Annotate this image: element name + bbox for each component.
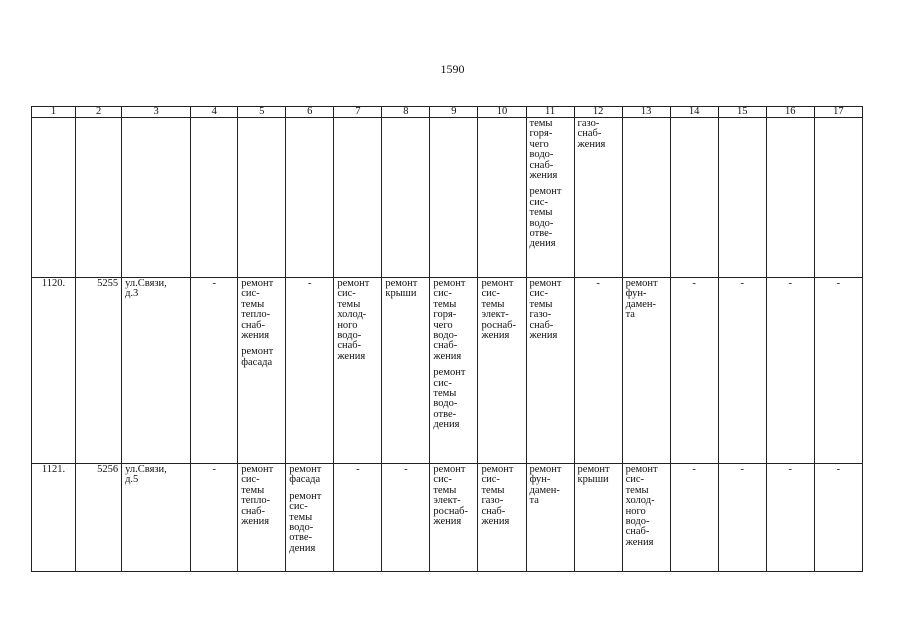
work-item-line: ул.Связи, (125, 464, 167, 475)
col-header: 14 (670, 107, 718, 118)
work-item (530, 187, 571, 249)
work-item-line: жения (529, 330, 558, 342)
col-header: 1 (32, 107, 76, 118)
work-item-line: снаб- (241, 505, 265, 517)
work-item (578, 465, 619, 486)
work-item-line: водо- (289, 522, 314, 534)
cell-dash: - (574, 278, 622, 464)
work-item-line: роснаб- (433, 505, 468, 517)
cell-work-list (574, 118, 622, 278)
work-item-line: та (625, 309, 635, 321)
table-row (32, 278, 863, 464)
work-item-line: сис- (433, 377, 452, 389)
work-item-line: водо- (529, 149, 554, 161)
col-header: 12 (574, 107, 622, 118)
col-header: 16 (766, 107, 814, 118)
work-item-line: жения (241, 516, 270, 528)
work-item (289, 465, 330, 486)
continuation-row (32, 118, 863, 278)
work-item-line: темы (529, 118, 553, 129)
work-item-line: ремонт (481, 278, 514, 289)
work-item-line: ремонт (625, 278, 658, 289)
work-item-line: темы (241, 298, 265, 310)
work-item-line: дамен- (625, 298, 657, 310)
work-item-line: снаб- (241, 319, 265, 331)
cell-work-list (622, 464, 670, 572)
cell-dash: - (334, 464, 382, 572)
work-item-line: жения (529, 170, 558, 182)
work-item-line: сис- (625, 474, 645, 486)
work-item (385, 279, 426, 300)
work-item-line: жения (625, 536, 654, 548)
work-item (289, 492, 330, 554)
work-item-line: ремонт (529, 186, 562, 198)
cell-dash: - (191, 464, 238, 572)
cell (430, 118, 478, 278)
work-item-line: ремонт (241, 278, 274, 289)
work-item-line: снаб- (529, 319, 554, 331)
cell-work-list (574, 464, 622, 572)
work-item-line: горя- (433, 309, 457, 321)
work-item-line: ул.Связи, (125, 278, 167, 289)
works-table (31, 106, 863, 572)
work-item-line: темы (481, 484, 505, 496)
work-item-line: сис- (481, 288, 500, 300)
col-header: 13 (622, 107, 670, 118)
work-item-line: жения (481, 516, 510, 528)
work-item (530, 279, 571, 341)
work-item-line: дения (433, 419, 460, 431)
row-number: 1121. (32, 464, 76, 572)
cell (191, 118, 238, 278)
work-item-line: водо- (625, 516, 650, 528)
work-item-line: ремонт (289, 490, 322, 502)
cell-work-list (286, 464, 334, 572)
cell (766, 118, 814, 278)
work-item (337, 279, 378, 362)
cell-work-list (238, 278, 286, 464)
work-item (530, 119, 571, 181)
work-item-line: элект- (481, 309, 509, 321)
cell-dash: - (814, 464, 862, 572)
work-item-line: сис- (529, 196, 548, 208)
cell-work-list (478, 278, 526, 464)
work-item-line: темы (337, 298, 361, 310)
cell-work-list (238, 464, 286, 572)
col-header: 6 (286, 107, 334, 118)
cell-work-list (382, 278, 430, 464)
work-item-line: темы (433, 484, 457, 496)
row-address (122, 464, 191, 572)
work-item-line: водо- (337, 330, 362, 342)
work-item (530, 465, 571, 507)
work-item-line: ремонт (433, 367, 466, 379)
work-item-line: жения (481, 330, 510, 342)
work-item (626, 465, 667, 548)
work-item-line: темы (529, 298, 553, 310)
work-item-line: ремонт (529, 278, 562, 289)
cell-work-list (622, 278, 670, 464)
work-item-line: водо- (433, 398, 458, 410)
cell-work-list (430, 278, 478, 464)
work-item-line: ремонт (433, 464, 466, 475)
work-item-line: снаб- (529, 159, 554, 171)
cell (286, 118, 334, 278)
cell (670, 118, 718, 278)
col-header: 10 (478, 107, 526, 118)
work-item-line: ремонт (433, 278, 466, 289)
work-item-line: ремонт (529, 464, 562, 475)
page-number: 1590 (440, 62, 465, 76)
work-item-line: ремонт (289, 464, 322, 475)
cell (238, 118, 286, 278)
work-item-line: ного (625, 505, 646, 517)
cell-dash: - (670, 464, 718, 572)
work-item (125, 465, 187, 486)
work-item-line: сис- (529, 288, 548, 300)
work-item-line: тепло- (241, 495, 271, 507)
work-item-line: жения (433, 516, 462, 528)
row-code: 5255 (76, 278, 122, 464)
col-header: 11 (526, 107, 574, 118)
col-header: 17 (814, 107, 862, 118)
work-item-line: сис- (433, 474, 452, 486)
work-item-line: сис- (481, 474, 500, 486)
work-item-line: та (529, 495, 539, 507)
cell-dash: - (382, 464, 430, 572)
work-item-line: снаб- (577, 128, 602, 140)
work-item-line: сис- (241, 474, 260, 486)
cell (622, 118, 670, 278)
work-item-line: темы (433, 388, 457, 400)
work-item-line: д.3 (125, 288, 139, 300)
cell-dash: - (814, 278, 862, 464)
table-row (32, 464, 863, 572)
cell-work-list (526, 464, 574, 572)
work-item-line: горя- (529, 128, 553, 140)
col-header: 8 (382, 107, 430, 118)
work-item-line: темы (529, 207, 553, 219)
work-item (578, 119, 619, 150)
work-item-line: темы (433, 298, 457, 310)
work-item (241, 279, 282, 341)
work-item-line: ремонт (241, 346, 274, 358)
cell (76, 118, 122, 278)
work-item-line: холод- (625, 495, 655, 507)
work-item-line: фасада (289, 474, 321, 486)
col-header: 2 (76, 107, 122, 118)
work-item-line: темы (289, 511, 313, 523)
work-item-line: отве- (289, 532, 313, 544)
col-header: 3 (122, 107, 191, 118)
cell-dash: - (718, 278, 766, 464)
work-item-line: снаб- (625, 526, 650, 538)
work-item-line: роснаб- (481, 319, 516, 331)
cell (122, 118, 191, 278)
work-item (481, 465, 522, 527)
work-item-line: сис- (289, 501, 308, 513)
work-item-line: ремонт (625, 464, 658, 475)
work-item-line: газо- (577, 118, 600, 129)
work-item-line: сис- (337, 288, 356, 300)
work-item-line: водо- (529, 217, 554, 229)
work-item-line: крыши (577, 474, 609, 486)
work-item (433, 465, 474, 527)
cell (718, 118, 766, 278)
work-item-line: фун- (529, 474, 551, 486)
cell-work-list (478, 464, 526, 572)
work-item-line: газо- (481, 495, 504, 507)
row-code: 5256 (76, 464, 122, 572)
work-item-line: дения (529, 238, 556, 250)
header-row (32, 107, 863, 118)
work-item (241, 347, 282, 368)
cell-dash: - (766, 278, 814, 464)
work-item-line: чего (433, 319, 453, 331)
work-item-line: ремонт (577, 464, 610, 475)
work-item-line: водо- (433, 330, 458, 342)
cell (478, 118, 526, 278)
work-item-line: фасада (241, 356, 273, 368)
work-item-line: сис- (241, 288, 260, 300)
cell (32, 118, 76, 278)
cell-dash: - (766, 464, 814, 572)
work-item-line: крыши (385, 288, 417, 300)
cell-work-list (526, 278, 574, 464)
work-item-line: темы (481, 298, 505, 310)
cell (382, 118, 430, 278)
work-item-line: тепло- (241, 309, 271, 321)
work-item-line: дения (289, 542, 316, 554)
work-item-line: жения (577, 138, 606, 150)
work-item-line: д.5 (125, 474, 139, 486)
work-item-line: жения (433, 350, 462, 362)
col-header: 9 (430, 107, 478, 118)
work-item-line: газо- (529, 309, 552, 321)
work-item-line: темы (625, 484, 649, 496)
col-header: 7 (334, 107, 382, 118)
work-item-line: темы (241, 484, 265, 496)
cell-dash: - (191, 278, 238, 464)
cell-dash: - (670, 278, 718, 464)
work-item (433, 279, 474, 362)
work-item-line: чего (529, 138, 549, 150)
col-header: 15 (718, 107, 766, 118)
work-item-line: ремонт (241, 464, 274, 475)
work-item-line: снаб- (481, 505, 506, 517)
work-item (626, 279, 667, 321)
work-item-line: ремонт (385, 278, 418, 289)
work-item-line: ремонт (481, 464, 514, 475)
work-item-line: сис- (433, 288, 452, 300)
work-item-line: снаб- (337, 340, 362, 352)
work-item-line: ремонт (337, 278, 370, 289)
work-item (433, 368, 474, 430)
work-item-line: фун- (625, 288, 647, 300)
work-item (241, 465, 282, 527)
work-item-line: ного (337, 319, 358, 331)
col-header: 4 (191, 107, 238, 118)
cell (334, 118, 382, 278)
cell-work-list (526, 118, 574, 278)
work-item (125, 279, 187, 300)
row-address (122, 278, 191, 464)
work-item-line: жения (337, 350, 366, 362)
work-item (481, 279, 522, 341)
col-header: 5 (238, 107, 286, 118)
cell (814, 118, 862, 278)
work-item-line: холод- (337, 309, 367, 321)
work-item-line: снаб- (433, 340, 458, 352)
row-number: 1120. (32, 278, 76, 464)
cell-work-list (334, 278, 382, 464)
work-item-line: элект- (433, 495, 461, 507)
work-item-line: дамен- (529, 484, 560, 496)
cell-dash: - (718, 464, 766, 572)
work-item-line: жения (241, 330, 270, 342)
work-item-line: отве- (529, 228, 553, 240)
work-item-line: отве- (433, 408, 457, 420)
cell-work-list (430, 464, 478, 572)
cell-dash: - (286, 278, 334, 464)
